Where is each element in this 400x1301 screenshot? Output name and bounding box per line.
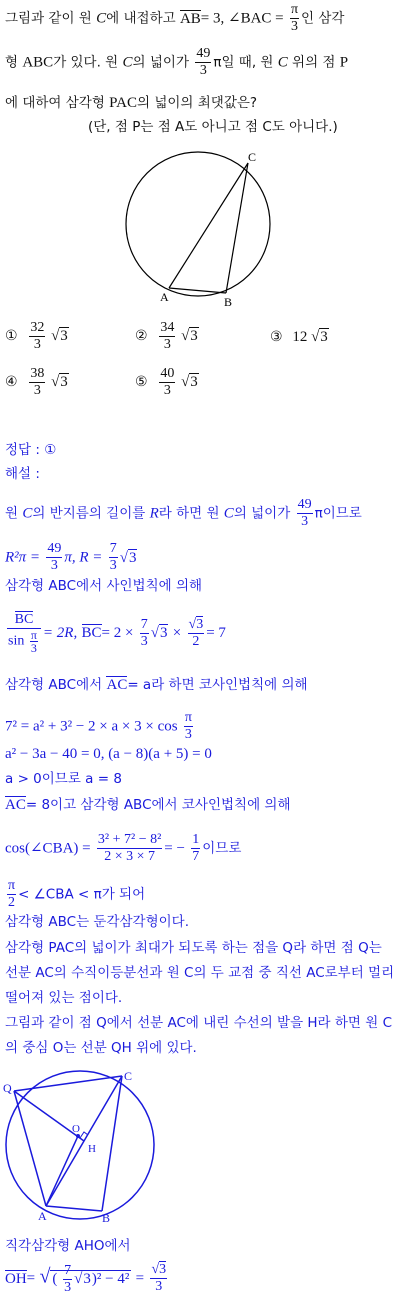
circle-c: [126, 152, 270, 296]
option-3[interactable]: ③ 12 √3: [270, 329, 328, 345]
option-5[interactable]: ⑤ $\frac{40}{3}$ √3: [135, 366, 198, 398]
answer: 정답 : ①: [5, 442, 57, 458]
label-b: B: [102, 1211, 111, 1225]
sol-line-5: 삼각형 ABC에서 AC= a라 하면 코사인법칙에 의해: [5, 677, 308, 693]
sol-line-6: 7² = a² + 3² − 2 × a × 3 × cos $\frac{\pi}{3}$: [5, 710, 192, 742]
label-o: O: [72, 1123, 80, 1135]
option-4[interactable]: ④ $\frac{38}{3}$ √3: [5, 366, 68, 398]
seg-qa: [14, 1091, 46, 1206]
fraction-pi-3: $\frac{\pi}{3}$: [290, 2, 299, 34]
math-var: C: [122, 54, 133, 71]
seg-ab: [46, 1206, 102, 1211]
label-a: A: [38, 1209, 47, 1223]
problem-line-3: [5, 93, 257, 113]
sol-line-16: 그림과 같이 점 Q에서 선분 AC에 내린 수선의 발을 H라 하면 원 C: [5, 1015, 393, 1031]
problem-line-2: [5, 46, 348, 79]
text: 인 삼각: [301, 10, 345, 27]
sol-line-11: $\frac{\pi}{2}$ < ∠CBA < π가 되어: [8, 878, 146, 910]
sol-line-12: 삼각형 ABC는 둔각삼각형이다.: [5, 914, 190, 930]
label-b: B: [224, 295, 233, 308]
problem-condition: (단, 점 P는 점 A도 아니고 점 C도 아니다.): [88, 119, 338, 135]
text: 의 넓이의 최댓값은?: [136, 95, 258, 111]
problem-line-1: [5, 2, 344, 35]
fraction-49-3: $\frac{49}{3}$: [196, 46, 211, 78]
sol-line-18: 직각삼각형 AHO에서: [5, 1238, 131, 1254]
label-c: C: [124, 1069, 133, 1083]
side-bc: [226, 163, 248, 293]
side-ab: [169, 288, 226, 293]
math-text: PAC: [109, 95, 137, 111]
circle-c-2: [6, 1071, 154, 1219]
sol-line-19: OH= √ ( $\frac{7}{3}$ √3)² − 4² = $\frac{√3}{3}$: [5, 1262, 167, 1295]
seg-cb: [102, 1076, 122, 1211]
text: 에 대하여 삼각형: [5, 95, 105, 111]
sol-line-4: BC sin $\frac{\pi}{3}$ = 2R, BC= 2 × $\frac{7}{3}$ √3 × $\frac{√3}{2}$ = 7: [8, 612, 226, 655]
seg-ao: [46, 1136, 78, 1206]
math-text: ABC: [22, 54, 54, 71]
sol-line-1: 원 C의 반지름의 길이를 R라 하면 원 C의 넓이가 $\frac{49}{3}$ π이므로: [5, 497, 362, 529]
label-a: A: [160, 290, 169, 304]
math-text: = 3, ∠BAC =: [200, 10, 284, 27]
sol-line-9: AC= 8이고 삼각형 ABC에서 코사인법칙에 의해: [5, 797, 291, 813]
sol-line-10: cos(∠CBA) = $\frac{\text{3² + 7² − 8²}}{2 \times 3 \times 7}$ = − $\frac{1}{7}$ 이므로: [5, 832, 242, 864]
label-c: C: [248, 150, 257, 164]
text: π일 때, 원: [213, 54, 274, 71]
sol-line-3: 삼각형 ABC에서 사인법칙에 의해: [5, 578, 203, 594]
side-ac: [169, 163, 248, 288]
text: 그림과 같이 원: [5, 10, 92, 27]
math-var: C: [96, 10, 107, 27]
segment-ab: AB: [179, 10, 201, 27]
figure-2: [0, 1066, 160, 1226]
seg-qc: [14, 1076, 122, 1091]
sol-line-2: R²π = $\frac{49}{3}$ π, R = $\frac{7}{3}$ √3: [5, 541, 137, 573]
sol-line-14: 선분 AC의 수직이등분선과 원 C의 두 교점 중 직선 AC로부터 멀리: [5, 965, 395, 981]
sol-line-13: 삼각형 PAC의 넓이가 최대가 되도록 하는 점을 Q라 하면 점 Q는: [5, 940, 382, 956]
text: 에 내접하고: [106, 10, 176, 27]
label-q: Q: [3, 1081, 12, 1095]
math-text: P: [339, 54, 349, 71]
sol-line-8: a > 0이므로 a = 8: [5, 771, 122, 787]
figure-1: [120, 148, 290, 308]
math-var: C: [277, 54, 288, 71]
text: 형: [5, 54, 19, 71]
text: 가 있다. 원: [53, 54, 119, 71]
sol-line-17: 의 중심 O는 선분 QH 위에 있다.: [5, 1040, 197, 1056]
solution-header: 해설 :: [5, 466, 40, 482]
option-2[interactable]: ② $\frac{34}{3}$ √3: [135, 320, 198, 352]
option-1[interactable]: ① $\frac{32}{3}$ √3: [5, 320, 68, 352]
text: 의 넓이가: [132, 54, 190, 71]
sol-line-15: 떨어져 있는 점이다.: [5, 990, 123, 1006]
text: 위의 점: [292, 54, 336, 71]
label-h: H: [88, 1143, 96, 1155]
sol-line-7: a² − 3a − 40 = 0, (a − 8)(a + 5) = 0: [5, 746, 212, 762]
